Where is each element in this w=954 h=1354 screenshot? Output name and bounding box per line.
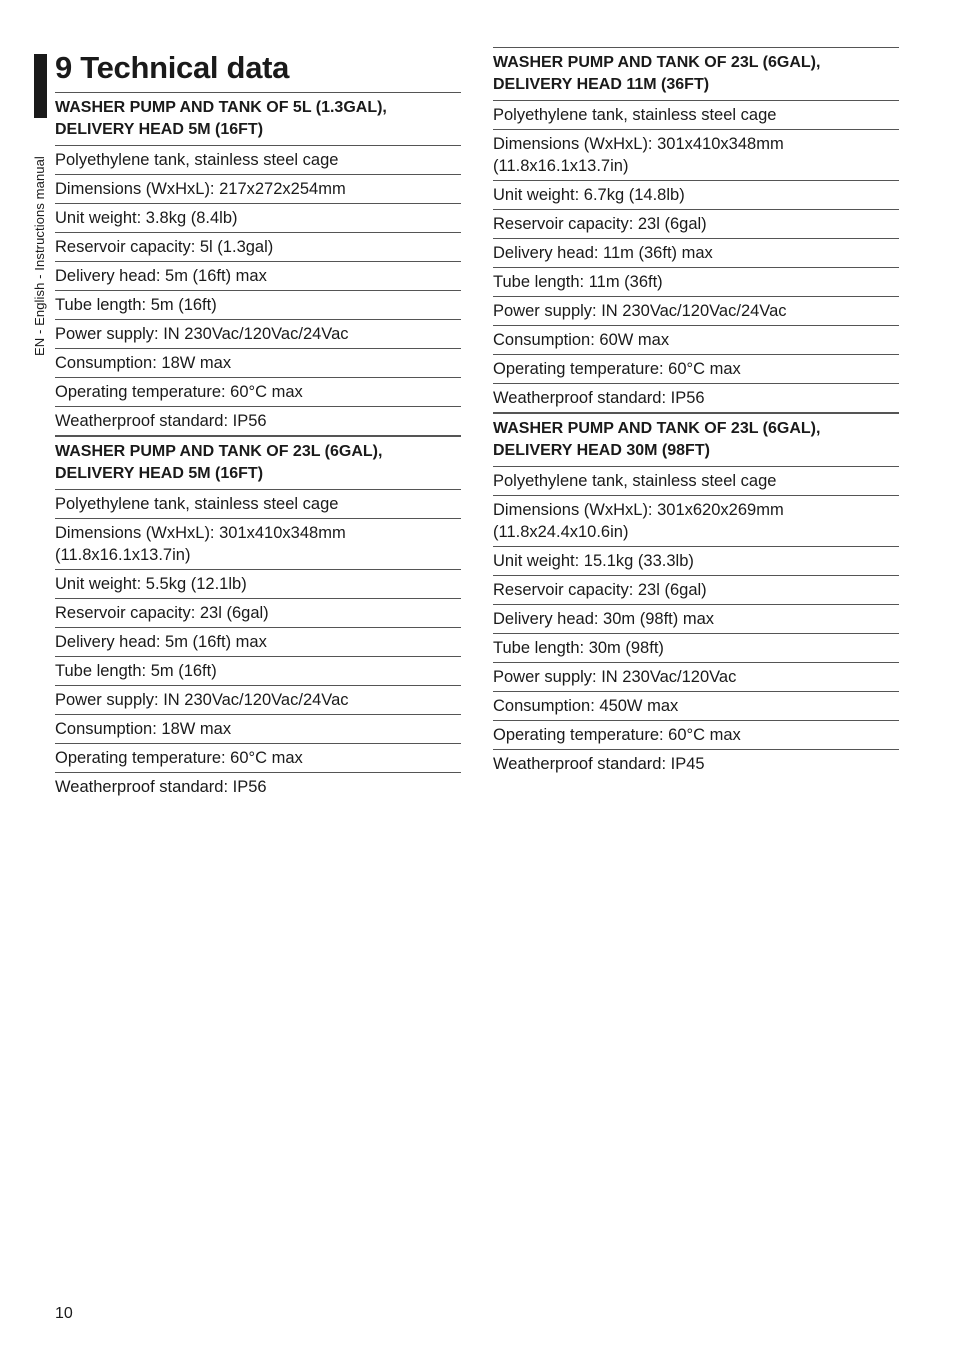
spec-value: Consumption: 450W max	[493, 692, 899, 721]
spec-value: Polyethylene tank, stainless steel cage	[493, 467, 899, 496]
spec-value: Unit weight: 15.1kg (33.3lb)	[493, 547, 899, 576]
spec-row	[55, 744, 461, 773]
spec-row	[55, 233, 461, 262]
section-heading-line: DELIVERY HEAD 5M (16FT)	[55, 465, 264, 482]
section-heading	[493, 48, 899, 101]
spec-row	[55, 349, 461, 378]
spec-row	[493, 467, 899, 496]
spec-row	[55, 686, 461, 715]
spec-value: Dimensions (WxHxL): 301x620x269mm (11.8x24.4x10.6in)	[493, 496, 899, 547]
spec-row	[55, 628, 461, 657]
spec-value: Operating temperature: 60°C max	[493, 721, 899, 750]
spec-row	[493, 326, 899, 355]
spec-value: Tube length: 5m (16ft)	[55, 657, 461, 686]
spec-row	[493, 750, 899, 779]
spec-value: Consumption: 18W max	[55, 349, 461, 378]
spec-row	[493, 384, 899, 413]
spec-table	[493, 413, 899, 778]
section-heading-line: WASHER PUMP AND TANK OF 5L (1.3GAL),	[55, 99, 387, 116]
spec-table	[55, 92, 461, 436]
section-heading	[55, 93, 461, 146]
section-heading-line: DELIVERY HEAD 11M (36FT)	[493, 76, 710, 93]
spec-value: Delivery head: 5m (16ft) max	[55, 262, 461, 291]
spec-value: Tube length: 11m (36ft)	[493, 268, 899, 297]
spec-row	[493, 721, 899, 750]
spec-row	[55, 378, 461, 407]
section-heading-line: WASHER PUMP AND TANK OF 23L (6GAL),	[493, 54, 821, 71]
spec-value: Operating temperature: 60°C max	[55, 378, 461, 407]
spec-value: Delivery head: 30m (98ft) max	[493, 605, 899, 634]
spec-row	[493, 239, 899, 268]
section-heading-line: DELIVERY HEAD 5M (16FT)	[55, 121, 264, 138]
spec-row	[493, 576, 899, 605]
spec-value: Unit weight: 6.7kg (14.8lb)	[493, 181, 899, 210]
spec-row	[55, 291, 461, 320]
spec-row	[493, 268, 899, 297]
spec-row	[493, 634, 899, 663]
spec-value: Power supply: IN 230Vac/120Vac/24Vac	[55, 320, 461, 349]
spec-row	[493, 130, 899, 181]
section-heading	[55, 437, 461, 490]
spec-row	[55, 490, 461, 519]
spec-value: Reservoir capacity: 5l (1.3gal)	[55, 233, 461, 262]
left-column	[55, 92, 461, 801]
spec-value: Power supply: IN 230Vac/120Vac	[493, 663, 899, 692]
spec-value: Dimensions (WxHxL): 301x410x348mm (11.8x16.1x13.7in)	[55, 519, 461, 570]
spec-value: Unit weight: 5.5kg (12.1lb)	[55, 570, 461, 599]
spec-value: Weatherproof standard: IP45	[493, 755, 705, 773]
spec-value: Reservoir capacity: 23l (6gal)	[55, 599, 461, 628]
spec-row	[493, 355, 899, 384]
side-language-label: EN - English - Instructions manual	[32, 156, 47, 356]
spec-row	[493, 605, 899, 634]
spec-table	[55, 436, 461, 801]
spec-value: Operating temperature: 60°C max	[55, 744, 461, 773]
spec-value: Weatherproof standard: IP56	[493, 384, 899, 413]
spec-value: Unit weight: 3.8kg (8.4lb)	[55, 204, 461, 233]
spec-value: Delivery head: 5m (16ft) max	[55, 628, 461, 657]
spec-row	[493, 297, 899, 326]
spec-value: Operating temperature: 60°C max	[493, 355, 899, 384]
spec-value: Reservoir capacity: 23l (6gal)	[493, 576, 899, 605]
spec-row	[55, 519, 461, 570]
spec-row	[55, 320, 461, 349]
spec-value: Power supply: IN 230Vac/120Vac/24Vac	[493, 297, 899, 326]
page-title: 9 Technical data	[55, 50, 290, 85]
spec-row	[55, 407, 461, 436]
spec-value: Polyethylene tank, stainless steel cage	[55, 490, 461, 519]
spec-row	[55, 715, 461, 744]
chapter-marker-bar	[34, 54, 47, 118]
spec-value: Tube length: 5m (16ft)	[55, 291, 461, 320]
spec-value: Power supply: IN 230Vac/120Vac/24Vac	[55, 686, 461, 715]
spec-row	[55, 262, 461, 291]
spec-row	[55, 146, 461, 175]
spec-row	[493, 692, 899, 721]
spec-table	[493, 47, 899, 413]
spec-value: Polyethylene tank, stainless steel cage	[55, 146, 461, 175]
spec-row	[55, 175, 461, 204]
spec-row	[493, 181, 899, 210]
spec-row	[493, 210, 899, 239]
spec-value: Consumption: 60W max	[493, 326, 899, 355]
spec-value: Consumption: 18W max	[55, 715, 461, 744]
spec-row	[55, 204, 461, 233]
spec-row	[55, 773, 461, 802]
spec-row	[493, 547, 899, 576]
section-heading-line: DELIVERY HEAD 30M (98FT)	[493, 442, 710, 459]
spec-row	[55, 657, 461, 686]
spec-row	[55, 570, 461, 599]
spec-value: Tube length: 30m (98ft)	[493, 634, 899, 663]
right-column	[493, 47, 899, 778]
section-heading-line: WASHER PUMP AND TANK OF 23L (6GAL),	[493, 420, 821, 437]
spec-value: Delivery head: 11m (36ft) max	[493, 239, 899, 268]
spec-row	[493, 496, 899, 547]
spec-row	[55, 599, 461, 628]
spec-value: Reservoir capacity: 23l (6gal)	[493, 210, 899, 239]
spec-row	[493, 663, 899, 692]
page-number: 10	[55, 1305, 73, 1322]
spec-row	[493, 101, 899, 130]
spec-value: Weatherproof standard: IP56	[55, 407, 461, 436]
spec-value: Dimensions (WxHxL): 301x410x348mm (11.8x16.1x13.7in)	[493, 130, 899, 181]
section-heading	[493, 414, 899, 467]
spec-value: Weatherproof standard: IP56	[55, 778, 267, 796]
spec-value: Polyethylene tank, stainless steel cage	[493, 101, 899, 130]
spec-value: Dimensions (WxHxL): 217x272x254mm	[55, 175, 461, 204]
section-heading-line: WASHER PUMP AND TANK OF 23L (6GAL),	[55, 443, 383, 460]
